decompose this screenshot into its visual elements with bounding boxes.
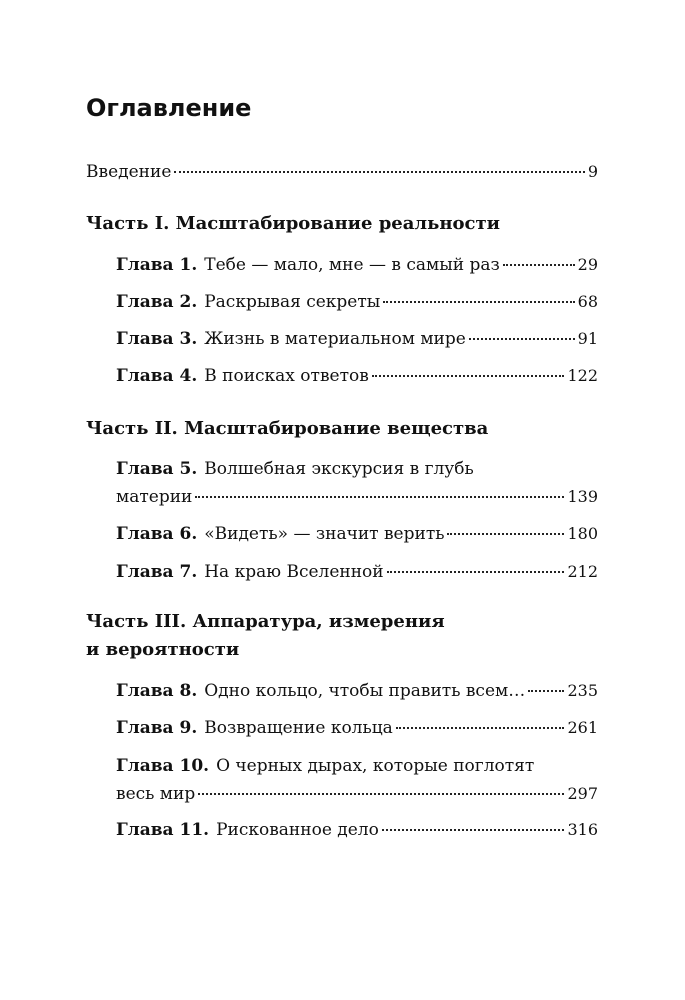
page-number: 9 — [587, 162, 598, 181]
dot-leader — [372, 375, 565, 377]
chapter-title: Рискованное дело — [216, 820, 379, 840]
toc-entry-chapter[interactable] — [116, 325, 598, 353]
part-heading-line: и вероятности — [86, 639, 240, 660]
part-heading-line: Часть III. Аппаратура, измерения — [86, 611, 445, 632]
dot-leader — [174, 171, 584, 173]
chapter-title: В поисках ответов — [204, 366, 369, 386]
chapter-prefix: Глава 6. — [116, 524, 198, 544]
toc-entry-chapter[interactable] — [116, 677, 598, 705]
entry-label: Введение — [86, 162, 172, 182]
toc-entry-chapter[interactable] — [116, 816, 598, 844]
dot-leader — [198, 793, 564, 795]
chapter-prefix: Глава 3. — [116, 329, 198, 349]
part-heading[interactable]: Часть I. Масштабирование реальности — [86, 213, 500, 234]
chapter-prefix: Глава 11. — [116, 820, 210, 840]
toc-entry-chapter[interactable] — [116, 455, 598, 511]
page-number: 212 — [567, 562, 598, 581]
dot-leader — [503, 264, 575, 266]
chapter-title: О черных дырах, которые поглотят — [216, 756, 535, 776]
chapter-title: Возвращение кольца — [204, 718, 393, 738]
page-number: 29 — [577, 255, 598, 274]
dot-leader — [528, 690, 564, 692]
chapter-title: Раскрывая секреты — [204, 292, 381, 312]
page-number: 235 — [567, 681, 598, 700]
dot-leader — [447, 533, 564, 535]
chapter-prefix: Глава 7. — [116, 562, 198, 582]
chapter-prefix: Глава 1. — [116, 255, 198, 275]
part-heading[interactable] — [86, 608, 445, 664]
dot-leader — [469, 338, 575, 340]
page-number: 68 — [577, 292, 598, 311]
chapter-title: Тебе — мало, мне — в самый раз — [204, 255, 500, 275]
dot-leader — [387, 571, 565, 573]
page-number: 297 — [567, 784, 598, 803]
page-number: 91 — [577, 329, 598, 348]
chapter-prefix: Глава 4. — [116, 366, 198, 386]
dot-leader — [396, 727, 565, 729]
dot-leader — [195, 496, 564, 498]
chapter-title-continued: весь мир — [116, 784, 196, 804]
dot-leader — [383, 301, 574, 303]
chapter-title: «Видеть» — значит верить — [204, 524, 445, 544]
page-number: 139 — [567, 487, 598, 506]
toc-entry-intro[interactable] — [86, 158, 598, 186]
chapter-title: На краю Вселенной — [204, 562, 384, 582]
toc-entry-chapter[interactable] — [116, 714, 598, 742]
page-number: 122 — [567, 366, 598, 385]
chapter-prefix: Глава 10. — [116, 756, 210, 776]
toc-entry-chapter[interactable] — [116, 251, 598, 279]
chapter-title: Жизнь в материальном мире — [204, 329, 466, 349]
toc-entry-chapter[interactable] — [116, 558, 598, 586]
chapter-title: Волшебная экскурсия в глубь — [204, 459, 474, 479]
chapter-prefix: Глава 5. — [116, 459, 198, 479]
chapter-prefix: Глава 8. — [116, 681, 198, 701]
chapter-prefix: Глава 2. — [116, 292, 198, 312]
chapter-prefix: Глава 9. — [116, 718, 198, 738]
toc-title: Оглавление — [86, 94, 252, 122]
toc-entry-chapter[interactable] — [116, 362, 598, 390]
page-number: 180 — [567, 524, 598, 543]
toc-entry-chapter[interactable] — [116, 288, 598, 316]
chapter-title-continued: материи — [116, 487, 193, 507]
page-number: 261 — [567, 718, 598, 737]
chapter-title: Одно кольцо, чтобы править всем… — [204, 681, 526, 701]
part-heading[interactable]: Часть II. Масштабирование вещества — [86, 418, 489, 439]
dot-leader — [382, 829, 565, 831]
toc-entry-chapter[interactable] — [116, 752, 598, 808]
page-number: 316 — [567, 820, 598, 839]
toc-entry-chapter[interactable] — [116, 520, 598, 548]
